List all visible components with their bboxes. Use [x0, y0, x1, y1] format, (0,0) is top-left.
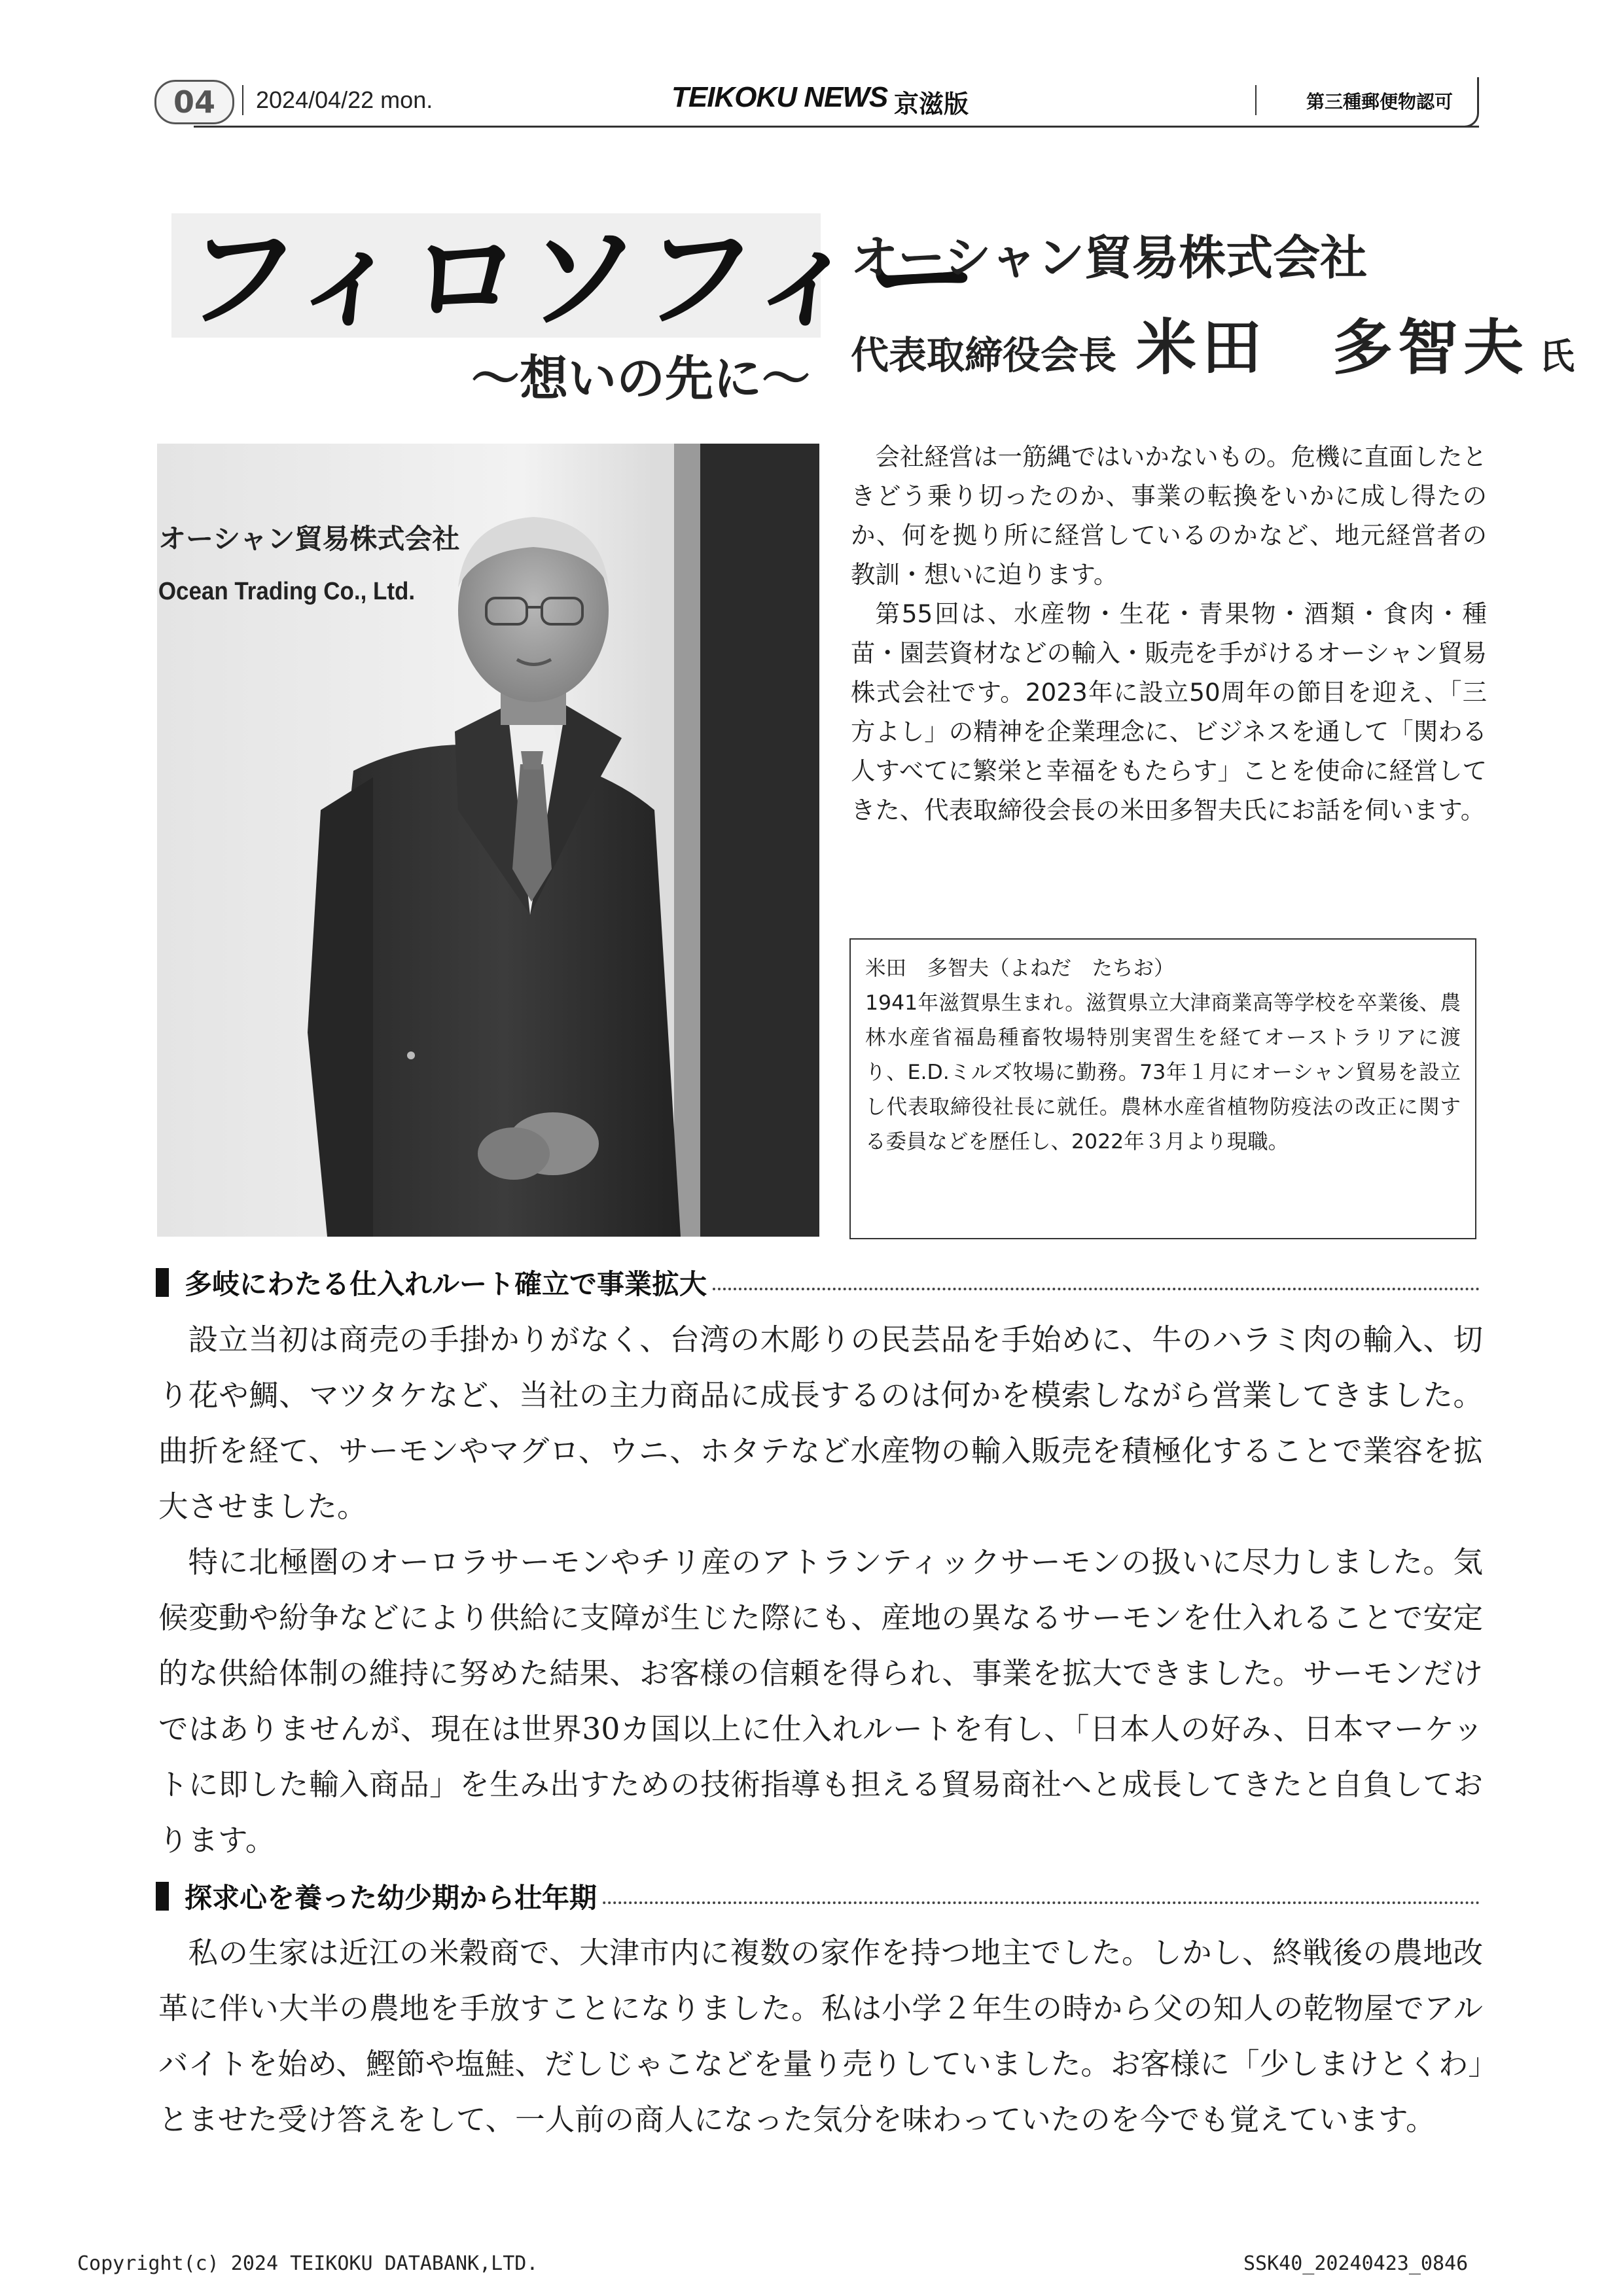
interviewee-role: 代表取締役会長	[851, 333, 1117, 378]
issue-date: 2024/04/22 mon.	[256, 86, 433, 113]
portrait-photo-illustration	[157, 444, 819, 1237]
intro-paragraph: 会社経営は一筋縄ではいかないもの。危機に直面したときどう乗り切ったのか、事業の転換をいかに成し得たのか、何を拠り所に経営しているのかなど、地元経営者の教訓・想いに迫ります。	[851, 442, 1487, 589]
newspaper-brand: TEIKOKU NEWS	[671, 81, 888, 113]
header-divider	[1255, 85, 1257, 115]
wall-sign-japanese: オーシャン貿易株式会社	[158, 523, 460, 555]
heading-marker-icon	[156, 1882, 169, 1911]
section-heading-text: 多岐にわたる仕入れルート確立で事業拡大	[185, 1263, 712, 1302]
section-body	[158, 1925, 1483, 2147]
header-rule	[194, 126, 1479, 128]
body-paragraph: 特に北極圏のオーロラサーモンやチリ産のアトランティックサーモンの扱いに尽力しました。気候変動や紛争などにより供給に支障が生じた際にも、産地の異なるサーモンを仕入れることで安定的な供給体制の維持に努めた結果、お客様の信頼を得られ、事業を拡大できました。サーモンだけではありませんが、現在は世界30カ国以上に仕入れルートを有し、「日本人の好み、日本マーケットに即した輸入商品」を生み出すための技術指導も担える貿易商社へと成長してきたと自負しております。	[158, 1545, 1483, 1858]
body-paragraph: 私の生家は近江の米穀商で、大津市内に複数の家作を持つ地主でした。しかし、終戦後の農地改革に伴い大半の農地を手放すことになりました。私は小学２年生の時から父の知人の乾物屋でアルバイトを始め、鰹節や塩鮭、だしじゃこなどを量り売りしていました。お客様に「少しまけとくわ」とませた受け答えをして、一人前の商人になった気分を味わっていたのを今でも覚えています。	[158, 1935, 1483, 2137]
section-heading	[156, 1877, 1480, 1916]
honorific: 氏	[1539, 335, 1575, 377]
edition-label: 京滋版	[894, 90, 969, 118]
column-subtitle: 〜想いの先に〜	[471, 351, 810, 407]
postal-permit: 第三種郵便物認可	[1306, 91, 1453, 113]
profile-name: 米田 多智夫（よねだ たちお）	[865, 957, 1175, 980]
section-heading-text: 探求心を養った幼少期から壮年期	[185, 1877, 602, 1916]
interviewee-line	[851, 300, 1575, 386]
company-name: オーシャン貿易株式会社	[851, 230, 1368, 285]
interviewee-name: 米田 多智夫	[1136, 312, 1529, 383]
section-heading	[156, 1263, 1480, 1302]
section-body	[158, 1312, 1483, 1868]
profile-text: 1941年滋賀県生まれ。滋賀県立大津商業高等学校を卒業後、農林水産省福島種畜牧場特別実習生を経てオーストラリアに渡り、E.D.ミルズ牧場に勤務。73年１月にオーシャン貿易を設立し代表取締役社長に就任。農林水産省植物防疫法の改正に関する委員などを歴任し、2022年３月より現職。	[865, 991, 1461, 1154]
column-title: フィロソフィー	[177, 211, 990, 344]
wall-sign-english: Ocean Trading Co., Ltd.	[158, 576, 416, 605]
body-paragraph: 設立当初は商売の手掛かりがなく、台湾の木彫りの民芸品を手始めに、牛のハラミ肉の輸入、切り花や鯛、マツタケなど、当社の主力商品に成長するのは何かを模索しながら営業してきました。曲折を経て、サーモンやマグロ、ウニ、ホタテなど水産物の輸入販売を積極化することで業容を拡大させました。	[158, 1322, 1483, 1524]
document-id: SSK40_20240423_0846	[1243, 2252, 1469, 2275]
portrait-photo	[157, 444, 819, 1237]
page-header	[154, 77, 1479, 130]
heading-marker-icon	[156, 1268, 169, 1297]
page-number: 04	[154, 80, 234, 124]
profile-box	[849, 938, 1476, 1239]
copyright: Copyright(c) 2024 TEIKOKU DATABANK,LTD.	[77, 2252, 539, 2275]
intro-paragraph: 第55回は、水産物・生花・青果物・酒類・食肉・種苗・園芸資材などの輸入・販売を手がけるオーシャン貿易株式会社です。2023年に設立50周年の節目を迎え、「三方よし」の精神を企業理念に、ビジネスを通して「関わる人すべてに繁栄と幸福をもたらす」ことを使命に経営してきた、代表取締役会長の米田多智夫氏にお話を伺います。	[851, 599, 1487, 824]
intro-text	[851, 437, 1487, 830]
header-divider	[242, 85, 243, 115]
header-rule-corner	[1451, 77, 1479, 128]
